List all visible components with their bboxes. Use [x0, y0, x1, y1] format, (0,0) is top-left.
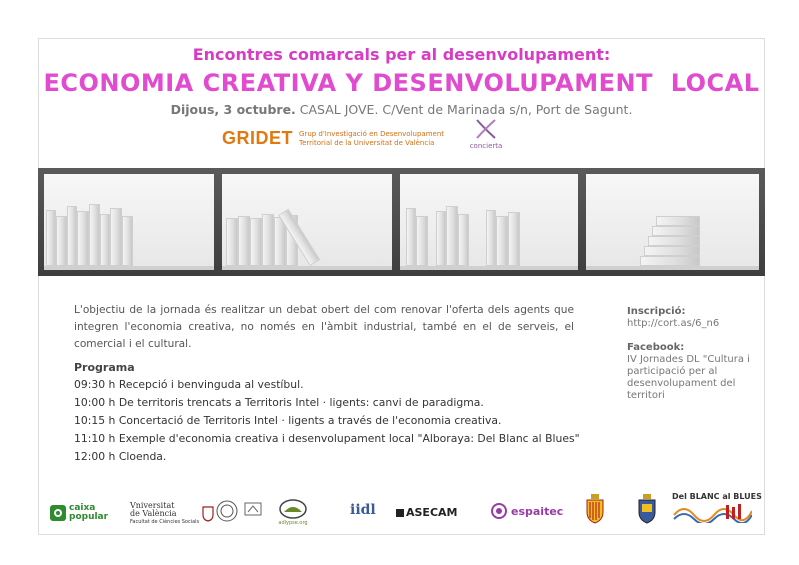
programa-item: 09:30 h Recepció i benvinguda al vestíbul.: [74, 378, 304, 391]
shelf-4: [586, 174, 759, 270]
event-title: ECONOMIA CREATIVA Y DESENVOLUPAMENT LOCAL: [43, 69, 760, 97]
bookshelf-image: [38, 168, 765, 276]
book: [486, 210, 496, 266]
seal-logo: [216, 500, 238, 522]
inscripcio-block: [627, 306, 767, 330]
sagunt-coat-logo: [586, 494, 604, 524]
book: [89, 204, 100, 266]
book: [436, 211, 446, 266]
hands-icon: [244, 502, 262, 516]
book: [416, 216, 428, 266]
alboraya-crest-icon: [638, 494, 656, 524]
shelf-3: [400, 174, 578, 270]
book: [508, 212, 520, 266]
sponsor-logos: [38, 490, 765, 535]
programa-item: 11:10 h Exemple d'economia creativa i desenvolupament local "Alboraya: Del Blanc al Blues": [74, 432, 580, 445]
seal-icon: [216, 500, 238, 522]
asecam-icon: [396, 509, 404, 517]
inscripcio-link[interactable]: http://cort.as/6_n6: [627, 318, 720, 329]
event-subtitle: Encontres comarcals per al desenvolupament:: [192, 45, 611, 64]
del-blanc-al-blues-logo: [672, 492, 762, 523]
book: [648, 236, 700, 246]
gridet-logo: [222, 128, 459, 149]
uv-line2: de València: [130, 509, 177, 518]
iidl-logo: [350, 502, 376, 518]
event-dateline: [38, 102, 765, 117]
book: [67, 206, 77, 266]
programa-item: 10:00 h De territoris trencats a Territoris Intel · ligents: canvi de paradigma.: [74, 396, 484, 409]
concierta-name: concierta: [469, 142, 503, 150]
asecam-name: ASECAM: [406, 506, 458, 519]
caixa-popular-text: [69, 504, 108, 522]
event-date: Dijous, 3 octubre.: [170, 102, 296, 117]
gridet-description: [299, 130, 459, 148]
uv-line1: Vniversitat: [130, 501, 175, 510]
espaitec-icon: [490, 502, 508, 520]
book: [656, 216, 700, 226]
book: [446, 206, 458, 266]
intro-paragraph: L'objectiu de la jornada és realitzar un debat obert del com renovar l'oferta dels agents que integren l'economia creativa, no només en l'àmbit industrial, també en el de serveis, el comercial i el cultural.: [74, 304, 574, 350]
hands-logo: [244, 502, 262, 516]
caixa-popular-logo: [50, 504, 108, 522]
book: [46, 210, 56, 266]
book: [100, 214, 110, 266]
inscripcio-label: Inscripció:: [627, 306, 686, 317]
book: [250, 218, 262, 266]
caixa-line2: popular: [69, 512, 109, 522]
book: [652, 226, 700, 236]
book: [122, 216, 133, 266]
book: [56, 216, 67, 266]
uv-text: [130, 502, 199, 526]
shelf-2: [222, 174, 392, 270]
adlypse-logo: [278, 498, 308, 526]
adlypse-name: adlypse.org: [278, 520, 308, 526]
book: [238, 216, 250, 266]
espaitec-name: espaitec: [511, 504, 564, 518]
caixa-popular-icon: [50, 505, 66, 521]
concierta-logo: [466, 118, 506, 150]
gridet-name: GRIDET: [222, 128, 294, 148]
alboraya-logo: [638, 494, 656, 524]
concierta-x-icon: [473, 118, 499, 140]
asecam-logo: [396, 506, 457, 519]
caixa-line1: caixa: [69, 503, 96, 513]
espaitec-logo: [490, 502, 563, 520]
iidl-name: iidl: [350, 502, 376, 518]
book: [110, 208, 122, 266]
book: [644, 246, 700, 256]
programa-heading: Programa: [74, 361, 135, 374]
programa-item: 12:00 h Cloenda.: [74, 450, 167, 463]
book: [496, 216, 508, 266]
blues-name: Del BLANC al BLUES: [672, 492, 762, 501]
programa-list: [74, 376, 594, 466]
uv-logo: [130, 502, 214, 526]
book: [458, 214, 469, 266]
book: [226, 218, 238, 266]
book: [77, 211, 89, 266]
coat-of-arms-icon: [586, 494, 604, 524]
facebook-label: Facebook:: [627, 342, 685, 353]
blues-waves-icon: [672, 501, 752, 523]
facebook-text: IV Jornades DL "Cultura i participació per al desenvolupament del territori: [627, 354, 750, 401]
gridet-desc-line1: Grup d'Investigació en Desenvolupament: [299, 129, 445, 138]
adlypse-icon: [278, 498, 308, 520]
programa-item: 10:15 h Concertació de Territoris Intel · ligents a través de l'economia creativa.: [74, 414, 502, 427]
uv-line3: Facultat de Ciències Socials: [130, 519, 200, 525]
book: [262, 214, 274, 266]
book: [640, 256, 700, 266]
shelf-1: [44, 174, 214, 270]
book: [406, 208, 416, 266]
uv-shield-icon: [202, 506, 214, 522]
gridet-desc-line2: Territorial de la Universitat de València: [299, 138, 435, 147]
event-venue: CASAL JOVE. C/Vent de Marinada s/n, Port de Sagunt.: [295, 102, 633, 117]
facebook-block: [627, 342, 761, 402]
